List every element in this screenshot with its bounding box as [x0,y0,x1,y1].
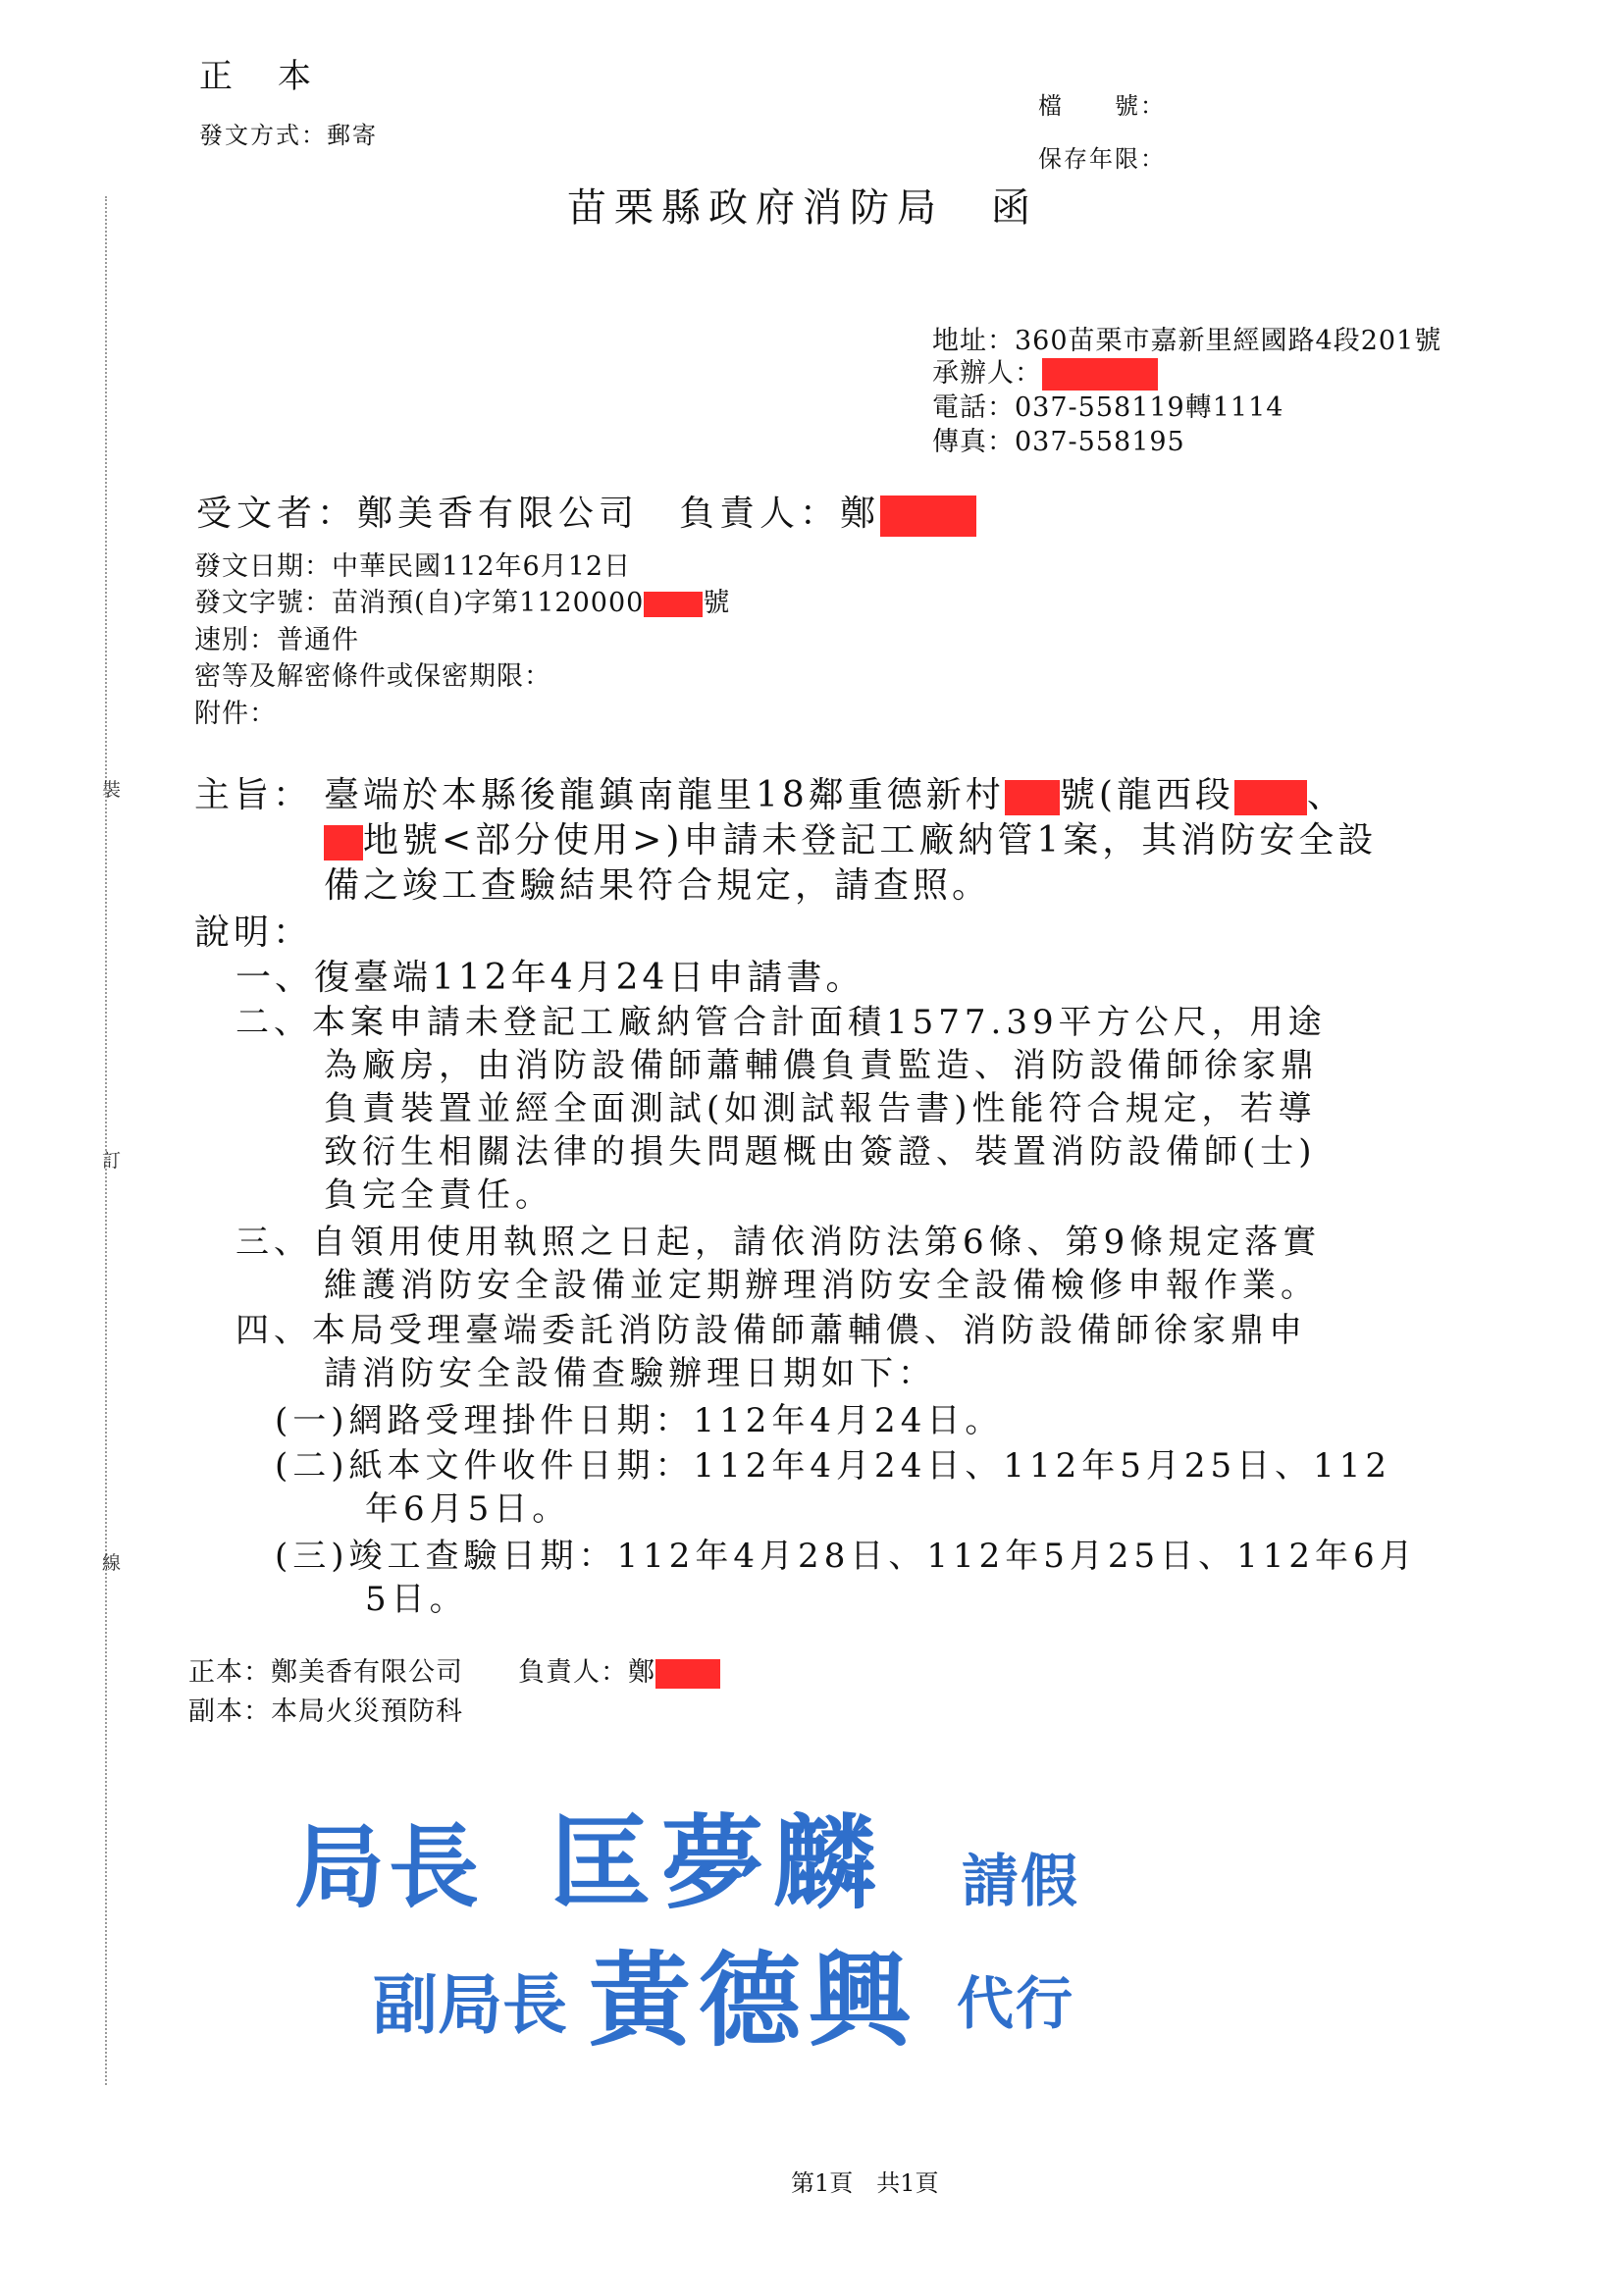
binding-mark: 裝 [102,779,122,801]
phone: 電話：037-558119轉1114 [932,392,1284,423]
redaction-block [1005,780,1060,815]
explanation-line: 5日。 [365,1580,468,1619]
copy-type-label: 正 本 [199,57,317,96]
address: 地址：360苗栗市嘉新里經國路4段201號 [932,326,1442,356]
deputy-status: 代行 [957,1970,1075,2037]
reference-number [194,581,730,619]
recipient-line [196,486,976,537]
director-status: 請假 [962,1848,1080,1914]
deputy-title: 副局長 [373,1967,567,2043]
subject-line [324,812,1377,862]
binding-mark: 訂 [102,1150,122,1172]
explanation-subitem: (二)紙本文件收件日期：112年4月24日、112年5月25日、112 [275,1446,1392,1486]
explanation-line: 請消防安全設備查驗辦理日期如下： [324,1354,936,1393]
deputy-name: 黃德興 [589,1941,919,2061]
page-number: 第1頁 共1頁 [791,2169,939,2197]
secrecy-level: 密等及解密條件或保密期限： [194,661,551,692]
recipient-text: 受文者：鄭美香有限公司 負責人：鄭 [196,494,881,534]
send-method: 發文方式：郵寄 [199,122,378,149]
issue-date: 發文日期：中華民國112年6月12日 [194,551,632,582]
explanation-subitem: (一)網路受理掛件日期：112年4月24日。 [275,1401,1004,1440]
explanation-label: 說明： [194,913,313,953]
subject-text: 號(龍西段 [1059,775,1234,815]
explanation-line: 年6月5日。 [365,1489,571,1529]
fax: 傳真：037-558195 [932,427,1185,457]
explanation-item: 二、本案申請未登記工廠納管合計面積1577.39平方公尺，用途 [236,1003,1327,1042]
explanation-subitem: (三)竣工查驗日期：112年4月28日、112年5月25日、112年6月 [275,1537,1418,1576]
attachment: 附件： [194,699,277,729]
copy-recipient: 副本：本局火災預防科 [188,1696,463,1727]
subject-text: 地號<部分使用>)申請未登記工廠納管1案，其消防安全設 [363,820,1378,861]
director-title: 局長 [294,1815,484,1920]
file-number-label: 檔 號： [1038,92,1166,120]
reference-prefix: 發文字號：苗消預(自)字第1120000 [194,588,645,618]
explanation-line: 負責裝置並經全面測試(如測試報告書)性能符合規定，若導 [324,1089,1317,1128]
redaction-block [644,592,703,617]
original-recipient [188,1650,720,1689]
original-recipient-text: 正本：鄭美香有限公司 負責人：鄭 [188,1657,655,1688]
subject-line [324,767,1346,817]
explanation-item: 一、復臺端112年4月24日申請書。 [236,958,865,998]
binding-mark: 線 [102,1552,122,1574]
handler-label: 承辦人： [932,358,1042,389]
explanation-line: 負完全責任。 [324,1175,553,1215]
redaction-block [655,1659,720,1689]
explanation-item: 四、本局受理臺端委託消防設備師蕭輔儂、消防設備師徐家鼎申 [236,1311,1307,1350]
subject-text: 、 [1306,775,1346,815]
subject-line: 備之竣工查驗結果符合規定，請查照。 [324,865,992,906]
document-title: 苗栗縣政府消防局 函 [567,185,1038,231]
retention-label: 保存年限： [1038,145,1166,173]
explanation-line: 為廠房，由消防設備師蕭輔儂負責監造、消防設備師徐家鼎 [324,1046,1319,1085]
subject-label: 主旨： [194,775,313,815]
subject-text: 臺端於本縣後龍鎮南龍里18鄰重德新村 [324,775,1005,815]
speed-class: 速別：普通件 [194,625,359,655]
explanation-line: 維護消防安全設備並定期辦理消防安全設備檢修申報作業。 [324,1266,1319,1305]
redaction-block [1234,780,1307,815]
redaction-block [880,496,976,537]
binding-line [105,196,107,2085]
reference-suffix: 號 [703,588,731,618]
director-name: 匡夢麟 [550,1803,886,1923]
redaction-block [324,825,363,861]
explanation-item: 三、自領用使用執照之日起，請依消防法第6條、第9條規定落實 [236,1223,1322,1262]
explanation-line: 致衍生相關法律的損失問題概由簽證、裝置消防設備師(士) [324,1132,1317,1172]
